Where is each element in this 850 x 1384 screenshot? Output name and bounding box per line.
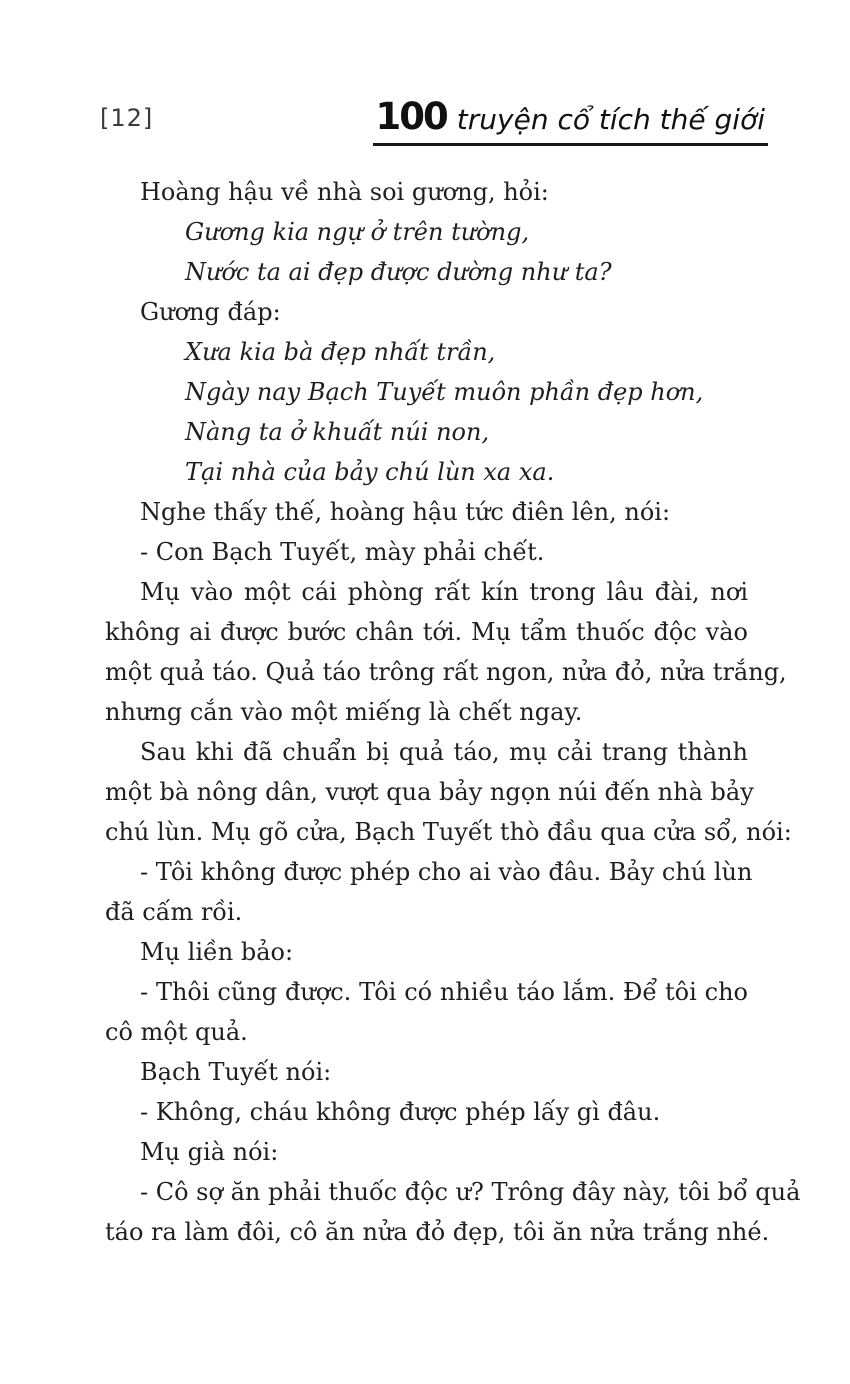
verse-block <box>185 212 748 292</box>
text-line: nhưng cắn vào một miếng là chết ngay. <box>105 698 583 726</box>
text-line: một quả táo. Quả táo trông rất ngon, nửa đỏ, nửa trắng, <box>105 658 787 686</box>
text-line: đã cấm rồi. <box>105 898 243 926</box>
text-line: - Tôi không được phép cho ai vào đâu. Bảy chú lùn <box>140 858 753 886</box>
text-line: Sau khi đã chuẩn bị quả táo, mụ cải trang thành <box>140 738 748 766</box>
text-line: - Không, cháu không được phép lấy gì đâu. <box>140 1098 661 1126</box>
text-line: táo ra làm đôi, cô ăn nửa đỏ đẹp, tôi ăn nửa trắng nhé. <box>105 1218 770 1246</box>
text-line: Hoàng hậu về nhà soi gương, hỏi: <box>140 178 549 206</box>
paragraph <box>105 1052 748 1092</box>
book-title <box>373 95 768 146</box>
story-text <box>105 172 801 1252</box>
text-line: Bạch Tuyết nói: <box>140 1058 332 1086</box>
text-line: - Cô sợ ăn phải thuốc độc ư? Trông đây này, tôi bổ quả <box>140 1178 801 1206</box>
paragraph <box>105 732 792 852</box>
verse-line: Gương kia ngự ở trên tường, <box>185 218 530 246</box>
text-line: - Con Bạch Tuyết, mày phải chết. <box>140 538 545 566</box>
verse-block <box>185 332 748 492</box>
paragraph <box>105 1132 748 1172</box>
text-line: một bà nông dân, vượt qua bảy ngọn núi đến nhà bảy <box>105 778 754 806</box>
book-title-number: 100 <box>375 95 447 138</box>
paragraph <box>105 172 748 212</box>
verse-line: Xưa kia bà đẹp nhất trần, <box>185 338 496 366</box>
verse-line: Nước ta ai đẹp được dường như ta? <box>185 258 612 286</box>
paragraph <box>105 932 748 972</box>
paragraph <box>105 852 753 932</box>
verse-line: Tại nhà của bảy chú lùn xa xa. <box>185 458 555 486</box>
paragraph <box>105 532 748 572</box>
paragraph <box>105 972 748 1052</box>
text-line: Gương đáp: <box>140 298 281 326</box>
text-line: Mụ già nói: <box>140 1138 279 1166</box>
book-title-text: truyện cổ tích thế giới <box>456 103 765 136</box>
paragraph <box>105 1172 801 1252</box>
text-line: Nghe thấy thế, hoàng hậu tức điên lên, nói: <box>140 498 671 526</box>
text-line: Mụ liền bảo: <box>140 938 294 966</box>
running-header <box>100 95 768 146</box>
page-number: [12] <box>100 104 154 132</box>
paragraph <box>105 572 787 732</box>
text-line: cô một quả. <box>105 1018 248 1046</box>
text-line: chú lùn. Mụ gõ cửa, Bạch Tuyết thò đầu qua cửa sổ, nói: <box>105 818 792 846</box>
text-line: không ai được bước chân tới. Mụ tẩm thuốc độc vào <box>105 618 748 646</box>
text-line: Mụ vào một cái phòng rất kín trong lâu đài, nơi <box>140 578 748 606</box>
paragraph <box>105 1092 748 1132</box>
verse-line: Ngày nay Bạch Tuyết muôn phần đẹp hơn, <box>185 378 704 406</box>
paragraph <box>105 292 748 332</box>
text-line: - Thôi cũng được. Tôi có nhiều táo lắm. Để tôi cho <box>140 978 748 1006</box>
paragraph <box>105 492 748 532</box>
verse-line: Nàng ta ở khuất núi non, <box>185 418 490 446</box>
